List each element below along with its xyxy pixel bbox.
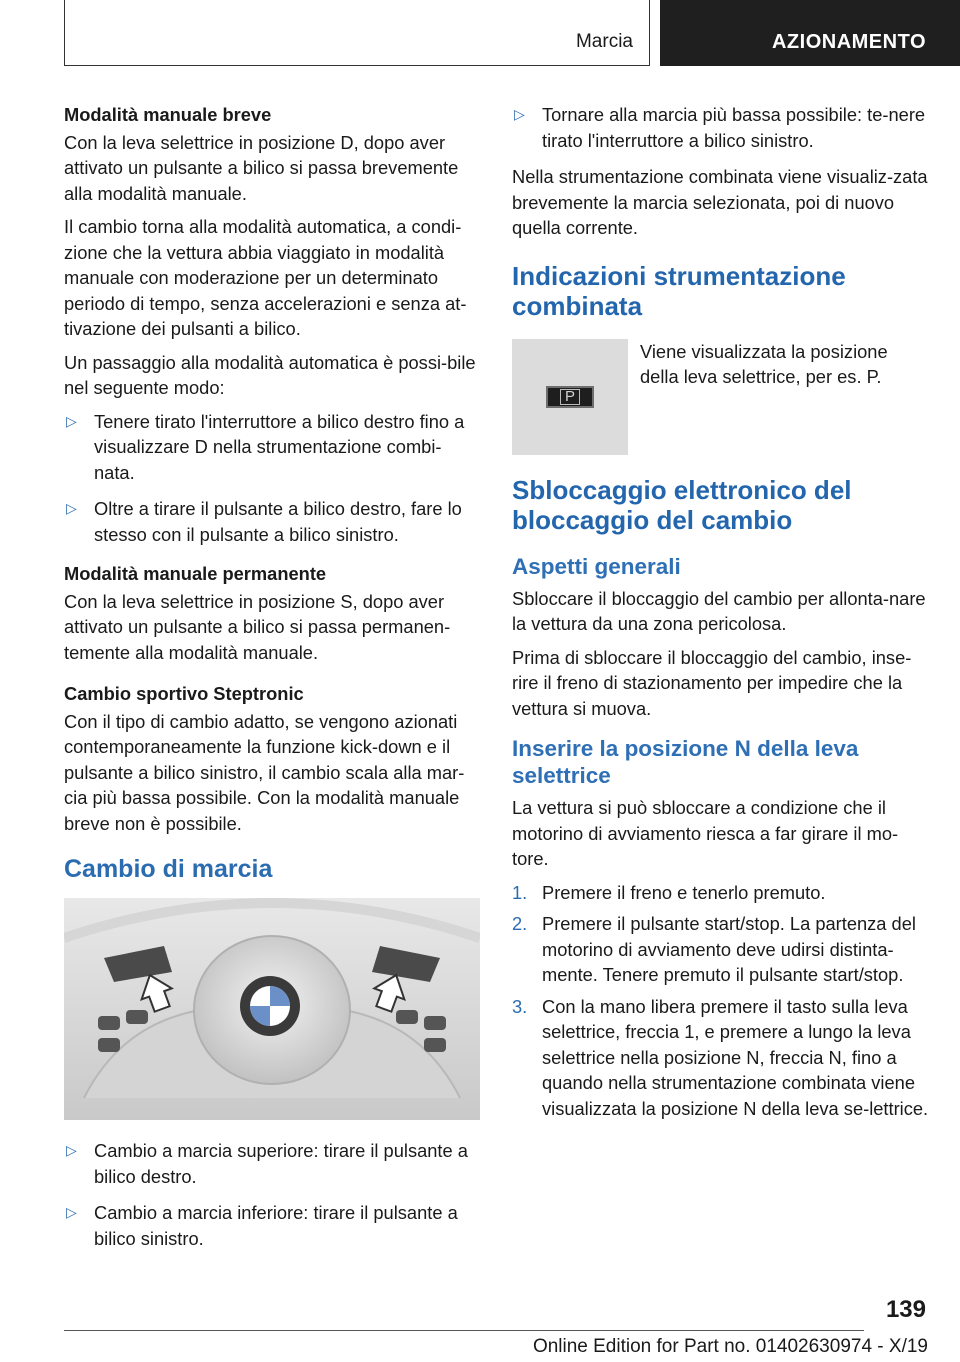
triangle-bullet-icon: ▷ (66, 412, 77, 429)
indicator-block (512, 339, 930, 455)
paragraph: Nella strumentazione combinata viene visualiz-zata brevemente la marcia selezionata, poi di nuovo quella corrente. (512, 166, 928, 238)
bullet-list (64, 1138, 480, 1251)
left-column (64, 102, 480, 1262)
subheading-manual-short: Modalità manuale breve (64, 104, 272, 125)
heading-instrument-display: Indicazioni strumentazione combinata (512, 260, 846, 321)
paragraph: Sbloccare il bloccaggio del cambio per allonta-nare la vettura da una zona pericolosa. (512, 587, 926, 634)
list-item: 2. Premere il pulsante start/stop. La partenza del motorino di avviamento deve udirsi distinta-mente. Tenere premuto il pulsante start/stop. (512, 913, 916, 985)
list-item: ▷ Cambio a marcia superiore: tirare il pulsante a bilico destro. (66, 1140, 468, 1187)
paragraph: Un passaggio alla modalità automatica è possi-bile nel seguente modo: (64, 351, 476, 398)
header-chapter-tab (660, 0, 960, 66)
list-item: 3. Con la mano libera premere il tasto sulla leva selettrice, freccia 1, e premere a lungo la leva selettrice nella posizione N, freccia N, fino a quando nella strumentazione combinata viene visualizzata la posizione N della leva se-lettrice. (512, 995, 929, 1119)
list-item: ▷ Cambio a marcia inferiore: tirare il pulsante a bilico sinistro. (66, 1202, 458, 1249)
paragraph: Con la leva selettrice in posizione D, dopo aver attivato un pulsante a bilico si passa brevemente alla modalità manuale. (64, 131, 459, 204)
paragraph: Con la leva selettrice in posizione S, dopo aver attivato un pulsante a bilico si passa permanen-temente alla modalità manuale. (64, 590, 451, 663)
header-chapter-label: AZIONAMENTO (771, 31, 926, 53)
selector-position-image (512, 339, 628, 455)
steps-list (512, 880, 930, 1122)
heading-insert-n-position: Inserire la posizione N della leva selettrice (512, 736, 859, 788)
paragraph: La vettura si può sbloccare a condizione che il motorino di avviamento riesca a far girare il mo-tore. (512, 797, 899, 869)
subheading-manual-permanent: Modalità manuale permanente (64, 563, 327, 584)
paragraph: Prima di sbloccare il bloccaggio del cambio, inse-rire il freno di stazionamento per impedire che la vettura si muova. (512, 646, 912, 719)
triangle-bullet-icon: ▷ (66, 1204, 77, 1220)
triangle-bullet-icon: ▷ (66, 1142, 77, 1158)
header-section-tab (64, 0, 650, 66)
steering-wheel-image (64, 898, 480, 1120)
list-item: ▷ Tornare alla marcia più bassa possibile: te-nere tirato l'interruttore a bilico sinistro. (514, 104, 926, 151)
footer-divider (64, 1330, 864, 1331)
heading-general-aspects: Aspetti generali (512, 553, 681, 579)
park-indicator-icon: P (546, 386, 594, 408)
indicator-description: Viene visualizzata la posizione della leva selettrice, per es. P. (640, 340, 888, 387)
list-item: 1. Premere il freno e tenerlo premuto. (512, 881, 826, 903)
heading-electronic-release: Sbloccaggio elettronico del bloccaggio del cambio (512, 474, 852, 535)
list-item: ▷ Tenere tirato l'interruttore a bilico destro fino a visualizzare D nella strumentazione combi-nata. (66, 410, 465, 483)
triangle-bullet-icon: ▷ (66, 500, 77, 516)
page-number: 139 (885, 1296, 926, 1323)
subheading-steptronic: Cambio sportivo Steptronic (64, 683, 304, 704)
heading-gear-change: Cambio di marcia (64, 855, 273, 883)
paragraph: Il cambio torna alla modalità automatica, a condi-zione che la vettura abbia viaggiato in modalità manuale con moderazione per un determinato periodo di tempo, senza accelerazioni e senza at-tivazione dei pulsanti a bilico. (64, 216, 467, 339)
right-column (512, 102, 930, 1127)
footer-edition: Online Edition for Part no. 01402630974 - X/19 (532, 1336, 928, 1357)
triangle-bullet-icon: ▷ (514, 106, 525, 122)
paragraph: Con il tipo di cambio adatto, se vengono azionati contemporaneamente la funzione kick-down e il pulsante a bilico sinistro, il cambio scala alla mar-cia più bassa possibile. Con la modalità manuale breve non è possibile. (64, 710, 465, 834)
list-item: ▷ Oltre a tirare il pulsante a bilico destro, fare lo stesso con il pulsante a bilico sinistro. (66, 498, 462, 545)
header-section-label: Marcia (575, 31, 633, 52)
bullet-list (512, 102, 930, 153)
bullet-list (64, 409, 480, 548)
